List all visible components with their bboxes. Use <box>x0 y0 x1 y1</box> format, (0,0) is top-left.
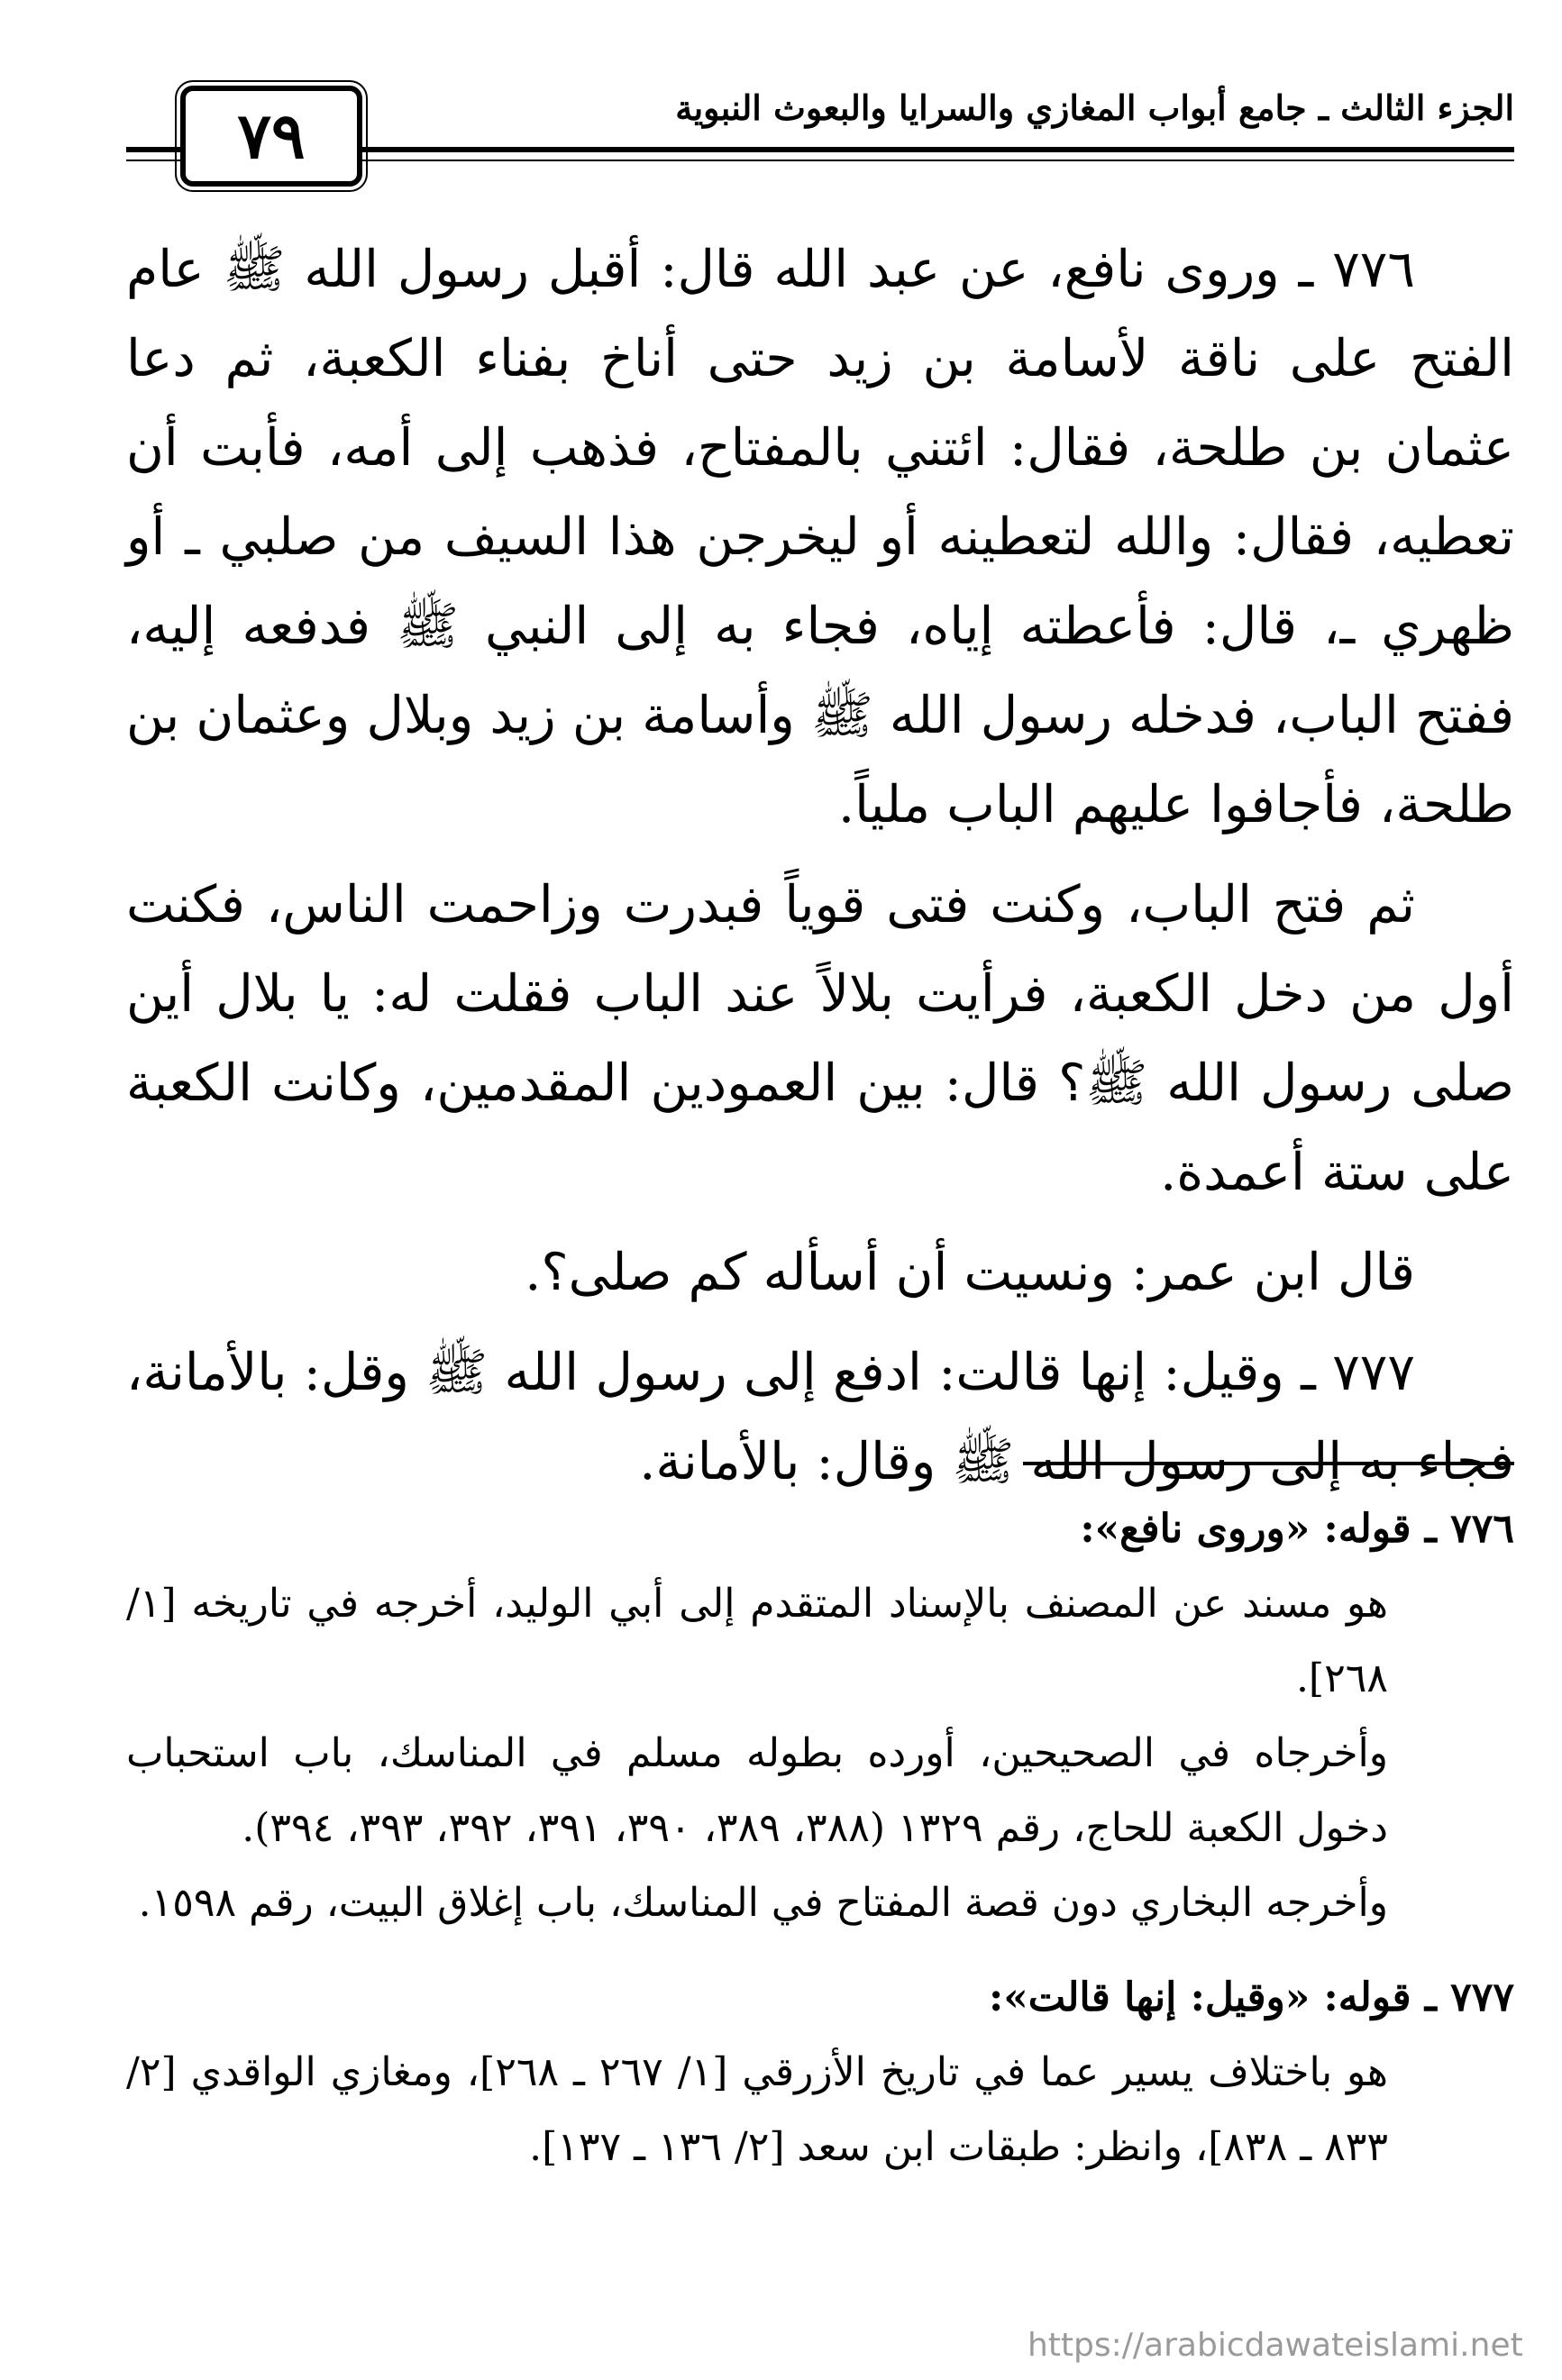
footnote-separator <box>1023 1462 1514 1465</box>
page-number: ٧٩ <box>180 86 362 187</box>
page-header <box>126 68 1514 185</box>
paragraph-ibn-umar: قال ابن عمر: ونسيت أن أسأله كم صلى؟. <box>525 1243 1415 1302</box>
footnote-777-text: هو باختلاف يسير عما في تاريخ الأزرقي [١/ ٢٦٧ ـ ٢٦٨]، ومغازي الواقدي [٢/ ٨٣٣ ـ ٨٣٨]، وانظر: طبقات ابن سعد [٢/ ١٣٦ ـ ١٣٧]. <box>126 2049 1388 2170</box>
footnotes <box>126 1491 1514 2184</box>
footnote-776-text-1: هو مسند عن المصنف بالإسناد المتقدم إلى أبي الوليد، أخرجه في تاريخه [١/ ٢٦٨]. <box>126 1581 1388 1701</box>
footnote-776-heading: ٧٧٦ ـ قوله: «وروى نافع»: <box>1080 1506 1514 1552</box>
footnote-777-heading: ٧٧٧ ـ قوله: «وقيل: إنها قالت»: <box>989 1974 1514 2020</box>
main-text <box>126 225 1514 1507</box>
paragraph-777: ٧٧٧ ـ وقيل: إنها قالت: ادفع إلى رسول الله ﷺ وقل: بالأمانة، فجاء به إلى رسول الله ﷺ وقال: بالأمانة. <box>126 1343 1514 1491</box>
paragraph-776: ٧٧٦ ـ وروى نافع، عن عبد الله قال: أقبل رسول الله ﷺ عام الفتح على ناقة لأسامة بن زيد حتى أناخ بفناء الكعبة، ثم دعا عثمان بن طلحة، فقال: ائتني بالمفتاح، فذهب إلى أمه، فأبت أن تعطيه، فقال: والله لتعطينه أو ليخرجن هذا السيف من صلبي ـ أو ظهري ـ، قال: فأعطته إياه، فجاء به إلى النبي ﷺ فدفعه إليه، ففتح الباب، فدخله رسول الله ﷺ وأسامة بن زيد وبلال وعثمان بن طلحة، فأجافوا عليهم الباب ملياً. <box>126 240 1514 834</box>
watermark-url: https://arabicdawateislami.net <box>1028 2327 1523 2364</box>
footnote-776-text-2: وأخرجاه في الصحيحين، أورده بطوله مسلم في المناسك، باب استحباب دخول الكعبة للحاج، رقم ١٣٢٩ (٣٨٨، ٣٨٩، ٣٩٠، ٣٩١، ٣٩٢، ٣٩٣، ٣٩٤). <box>126 1730 1388 1851</box>
footnote-776-text-3: وأخرجه البخاري دون قصة المفتاح في المناسك، باب إغلاق البيت، رقم ١٥٩٨. <box>138 1880 1388 1926</box>
running-title: الجزء الثالث ـ جامع أبواب المغازي والسرايا والبعوث النبوية <box>675 87 1514 128</box>
paragraph-776-continued: ثم فتح الباب، وكنت فتى قوياً فبدرت وزاحمت الناس، فكنت أول من دخل الكعبة، فرأيت بلالاً عند الباب فقلت له: يا بلال أين صلى رسول الله ﷺ؟ قال: بين العمودين المقدمين، وكانت الكعبة على ستة أعمدة. <box>126 875 1514 1202</box>
